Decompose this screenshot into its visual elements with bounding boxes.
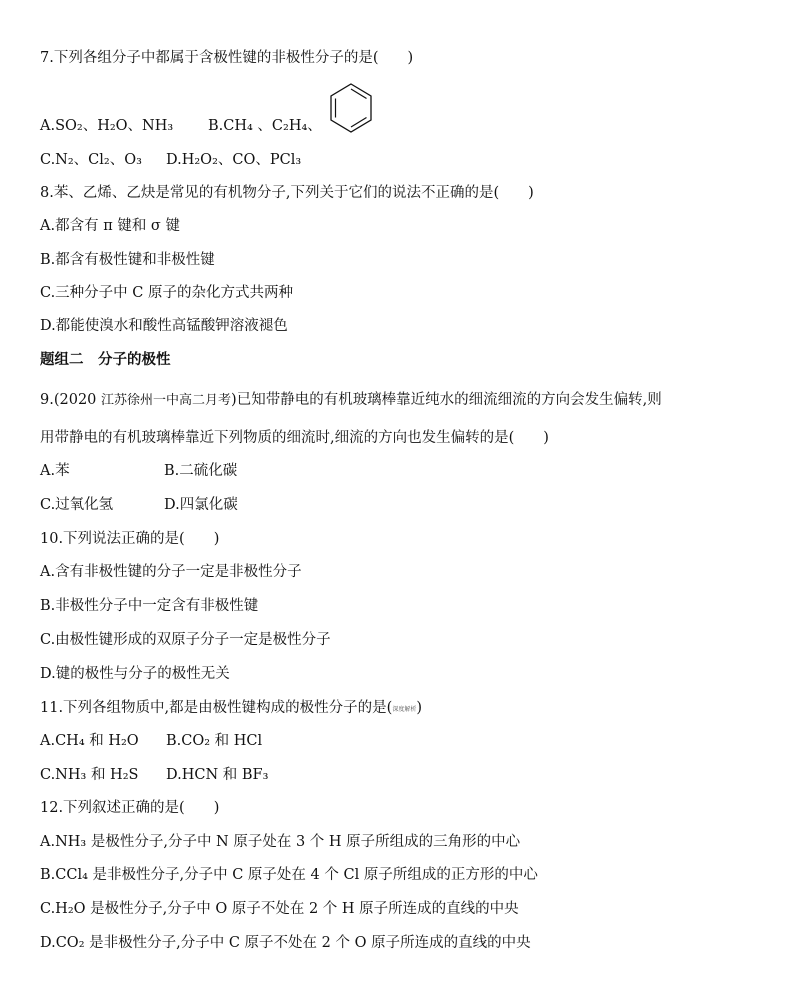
benzene-structure-icon xyxy=(328,82,374,134)
q8-option-c: C.三种分子中 C 原子的杂化方式共两种 xyxy=(40,285,293,301)
q9-option-d: D.四氯化碳 xyxy=(164,497,238,513)
q7-option-d: D.H₂O₂、CO、PCl₃ xyxy=(166,152,302,168)
q7-option-b: B.CH₄ 、C₂H₄、 xyxy=(208,118,322,134)
q9-option-b: B.二硫化碳 xyxy=(164,463,238,479)
q11-option-b: B.CO₂ 和 HCl xyxy=(166,733,263,749)
q12-stem: 12.下列叙述正确的是( ) xyxy=(40,800,220,816)
q10-option-a: A.含有非极性键的分子一定是非极性分子 xyxy=(40,564,302,580)
q11-stem xyxy=(40,698,422,720)
q9-option-c: C.过氧化氢 xyxy=(40,497,114,513)
q12-option-c: C.H₂O 是极性分子,分子中 O 原子不处在 2 个 H 原子所连成的直线的中央 xyxy=(40,901,519,917)
q9-prefix: 9.(2020 xyxy=(40,392,102,408)
q11-option-c: C.NH₃ 和 H₂S xyxy=(40,767,139,783)
q9-stem-line2: 用带静电的有机玻璃棒靠近下列物质的细流时,细流的方向也发生偏转的是( ) xyxy=(40,430,549,446)
q10-stem: 10.下列说法正确的是( ) xyxy=(40,531,220,547)
q9-stem-rest: )已知带静电的有机玻璃棒靠近纯水的细流细流的方向会发生偏转,则 xyxy=(231,392,662,408)
q8-option-b: B.都含有极性键和非极性键 xyxy=(40,252,215,268)
q11-tag: 深度解析 xyxy=(392,706,417,713)
q10-option-d: D.键的极性与分子的极性无关 xyxy=(40,666,230,682)
q11-option-a: A.CH₄ 和 H₂O xyxy=(40,733,139,749)
q7-stem: 7.下列各组分子中都属于含极性键的非极性分子的是( ) xyxy=(40,50,414,66)
q7-option-a: A.SO₂、H₂O、NH₃ xyxy=(40,118,174,134)
q8-option-d: D.都能使溴水和酸性高锰酸钾溶液褪色 xyxy=(40,318,288,334)
q10-option-b: B.非极性分子中一定含有非极性键 xyxy=(40,598,259,614)
q9-source: 江苏徐州一中高二月考 xyxy=(101,393,232,408)
q10-option-c: C.由极性键形成的双原子分子一定是极性分子 xyxy=(40,632,331,648)
q9-stem xyxy=(40,390,662,411)
q8-option-a: A.都含有 π 键和 σ 键 xyxy=(40,218,180,234)
q12-option-b: B.CCl₄ 是非极性分子,分子中 C 原子处在 4 个 Cl 原子所组成的正方形的中心 xyxy=(40,867,538,883)
section-heading: 题组二 分子的极性 xyxy=(40,351,171,368)
q7-option-c: C.N₂、Cl₂、O₃ xyxy=(40,152,142,168)
q12-option-a: A.NH₃ 是极性分子,分子中 N 原子处在 3 个 H 原子所组成的三角形的中心 xyxy=(40,834,521,850)
q11-option-d: D.HCN 和 BF₃ xyxy=(166,767,269,783)
q8-stem: 8.苯、乙烯、乙炔是常见的有机物分子,下列关于它们的说法不正确的是( ) xyxy=(40,185,534,201)
q11-stem-text: 11.下列各组物质中,都是由极性键构成的极性分子的是( xyxy=(40,700,393,716)
q9-option-a: A.苯 xyxy=(40,463,70,479)
q11-stem-end: ) xyxy=(416,700,423,716)
q12-option-d: D.CO₂ 是非极性分子,分子中 C 原子不处在 2 个 O 原子所连成的直线的中央 xyxy=(40,935,531,951)
